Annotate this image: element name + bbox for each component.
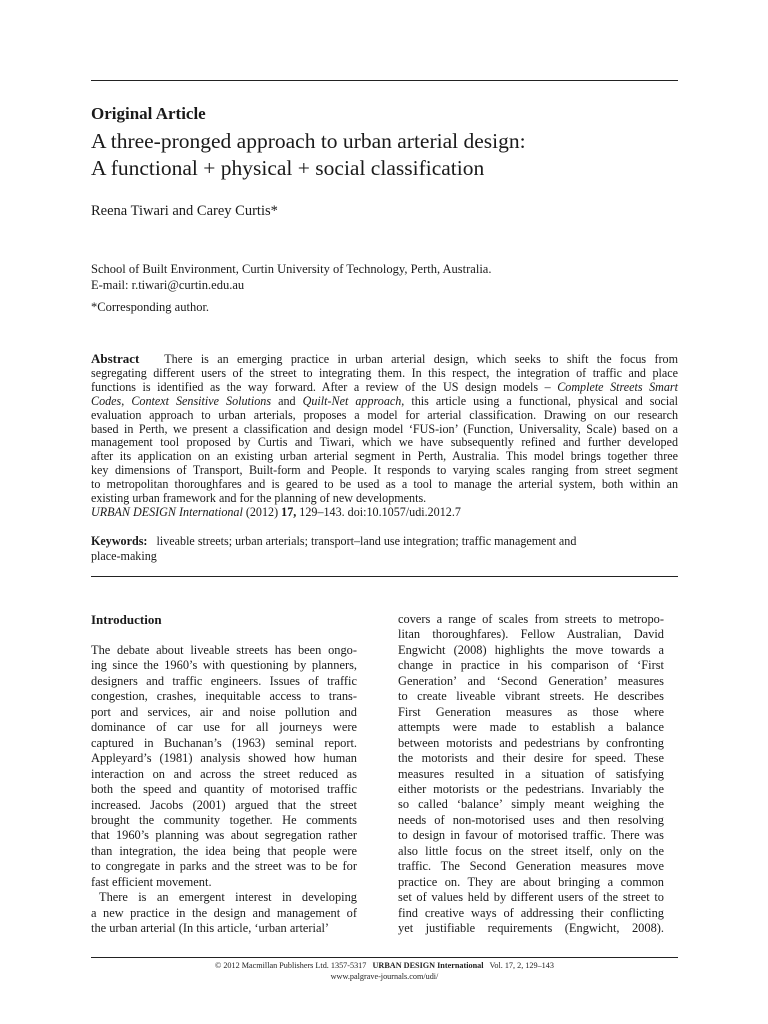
title-line-2: A functional + physical + social classification (91, 156, 485, 180)
article-title (91, 128, 691, 182)
left-column-text (91, 643, 357, 937)
abstract (91, 352, 678, 520)
text-line: also little focus on the street itself, only on the (398, 843, 664, 858)
abstract-line: segregating different users of the street to integrating them. In this respect, the integration of traffic and place (91, 365, 678, 380)
text-line: a new practice in the design and management of (91, 905, 357, 920)
text-line: Appleyard’s (1981) analysis showed how human (91, 751, 357, 766)
authors: Reena Tiwari and Carey Curtis* (91, 203, 278, 219)
article-type: Original Article (91, 104, 206, 123)
text-line: find creative ways of addressing their conflicting (398, 905, 664, 920)
text-line: to design in favour of motorised traffic. There was (398, 828, 664, 843)
text-line: to create liveable vibrant streets. He describes (398, 689, 664, 704)
text-line: traffic. The Second Generation measures move (398, 859, 664, 874)
abstract-line: after its application on an existing urban arterial segment in Perth, Australia. This model brings together three (91, 449, 678, 464)
abstract-line: Codes, Context Sensitive Solutions and Quilt-Net approach, this article using a functional, physical and social (91, 393, 679, 408)
text-line: congestion, crashes, inequitable access to trans- (91, 689, 357, 704)
text-line: that 1960’s planning was about segregation rather (91, 828, 357, 843)
text-line: measures resulted in a situation of satisfying (398, 766, 664, 781)
text-line: covers a range of scales from streets to metropo- (398, 612, 664, 626)
text-line: the motorists and their desire for speed. These (398, 751, 664, 766)
abstract-line: key dimensions of Transport, Built-form and People. It responds to varying scales ranging from street segment (91, 463, 678, 478)
text-line: both the speed and quantity of motorised traffic (91, 782, 357, 797)
keywords-label: Keywords: (91, 534, 148, 548)
abstract-label: Abstract (91, 351, 140, 366)
footer (91, 960, 678, 982)
keywords-line: Keywords: liveable streets; urban arterials; transport–land use integration; traffic management and (91, 534, 577, 548)
footer-url: www.palgrave-journals.com/udi/ (330, 972, 439, 981)
text-line: increased. Jacobs (2001) argued that the street (91, 797, 357, 812)
text-line: First Generation measures as those where (398, 704, 664, 719)
abstract-line: based in Perth, we present a classification and design model ‘FUS-ion’ (Function, Universality, Scale) based on a (91, 421, 678, 436)
text-line: designers and traffic engineers. Issues of traffic (91, 673, 357, 688)
affiliation-block (91, 261, 491, 293)
text-line: practice on. They are about bringing a common (398, 874, 664, 889)
footer-line: © 2012 Macmillan Publishers Ltd. 1357-5317 URBAN DESIGN International Vol. 17, 2, 129–143 (215, 961, 554, 970)
text-line: ing since the 1960’s with questioning by planners, (91, 658, 357, 673)
right-column (398, 612, 664, 937)
text-line: needs of non-motorised uses and then resolving (398, 812, 664, 827)
text-line: the urban arterial (In this article, ‘urban arterial’ (91, 921, 330, 936)
text-line: port and services, air and noise pollution and (91, 704, 357, 719)
text-line: change in practice in his comparison of ‘First (398, 658, 664, 673)
text-line: than integration, the idea being that people were (91, 843, 357, 858)
keywords-line: place-making (91, 549, 157, 563)
text-line: yet justifiable requirements (Engwicht, 2008). (398, 921, 664, 936)
top-rule (91, 80, 678, 81)
text-line: to congregate in parks and the street was to be for (91, 859, 357, 874)
title-line-1: A three-pronged approach to urban arterial design: (91, 129, 526, 153)
corresponding-author-note: *Corresponding author. (91, 300, 210, 314)
text-line: The debate about liveable streets has been ongo- (91, 643, 357, 657)
abstract-line: existing urban framework and for the planning of new developments. (91, 491, 427, 506)
text-line: interaction on and across the street reduced as (91, 766, 357, 781)
abstract-line: functions is identified as the way forward. After a review of the US design models – Complete Streets Smart (91, 379, 678, 394)
text-line: between motorists and pedestrians by confronting (398, 735, 664, 750)
text-line: litan thoroughfares). Fellow Australian, David (398, 627, 664, 642)
keywords (91, 534, 678, 564)
text-line: dominance of car use for all journeys were (91, 720, 357, 735)
section-rule (91, 576, 678, 577)
text-line: Engwicht (2008) highlights the move towards a (398, 642, 664, 657)
left-column (91, 612, 357, 937)
section-heading: Introduction (91, 612, 162, 627)
abstract-line: Abstract There is an emerging practice in urban arterial design, which seeks to shift the focus from (91, 351, 678, 366)
text-line: brought the community together. He comments (91, 812, 357, 827)
footer-rule (91, 957, 678, 958)
text-line: attempts were made to establish a balance (398, 720, 664, 735)
abstract-line: to metropolitan thoroughfares and is geared to be used as a tool to manage the arterial system, both within an (91, 477, 678, 492)
text-line: so called ‘balance’ simply meant weighing the (398, 797, 664, 812)
text-line: Generation’ and ‘Second Generation’ measures (398, 673, 664, 688)
abstract-line: management tool proposed by Curtis and Tiwari, which we have subsequently refined and further developed (91, 435, 678, 450)
abstract-line: evaluation approach to urban arterials, proposes a model for arterial classification. Drawing on our research (91, 407, 678, 422)
affiliation: School of Built Environment, Curtin University of Technology, Perth, Australia. (91, 262, 492, 276)
citation: URBAN DESIGN International (2012) 17, 129–143. doi:10.1057/udi.2012.7 (91, 504, 461, 519)
text-line: set of values held by different users of the street to (398, 890, 664, 905)
text-line: captured in Buchanan’s (1963) seminal report. (91, 735, 357, 750)
text-line: either motorists or the pedestrians. Invariably the (398, 781, 664, 796)
right-column-text (398, 612, 664, 937)
text-line: There is an emergent interest in developing (99, 890, 357, 905)
text-line: fast efficient movement. (91, 874, 212, 889)
email: E-mail: r.tiwari@curtin.edu.au (91, 278, 245, 292)
